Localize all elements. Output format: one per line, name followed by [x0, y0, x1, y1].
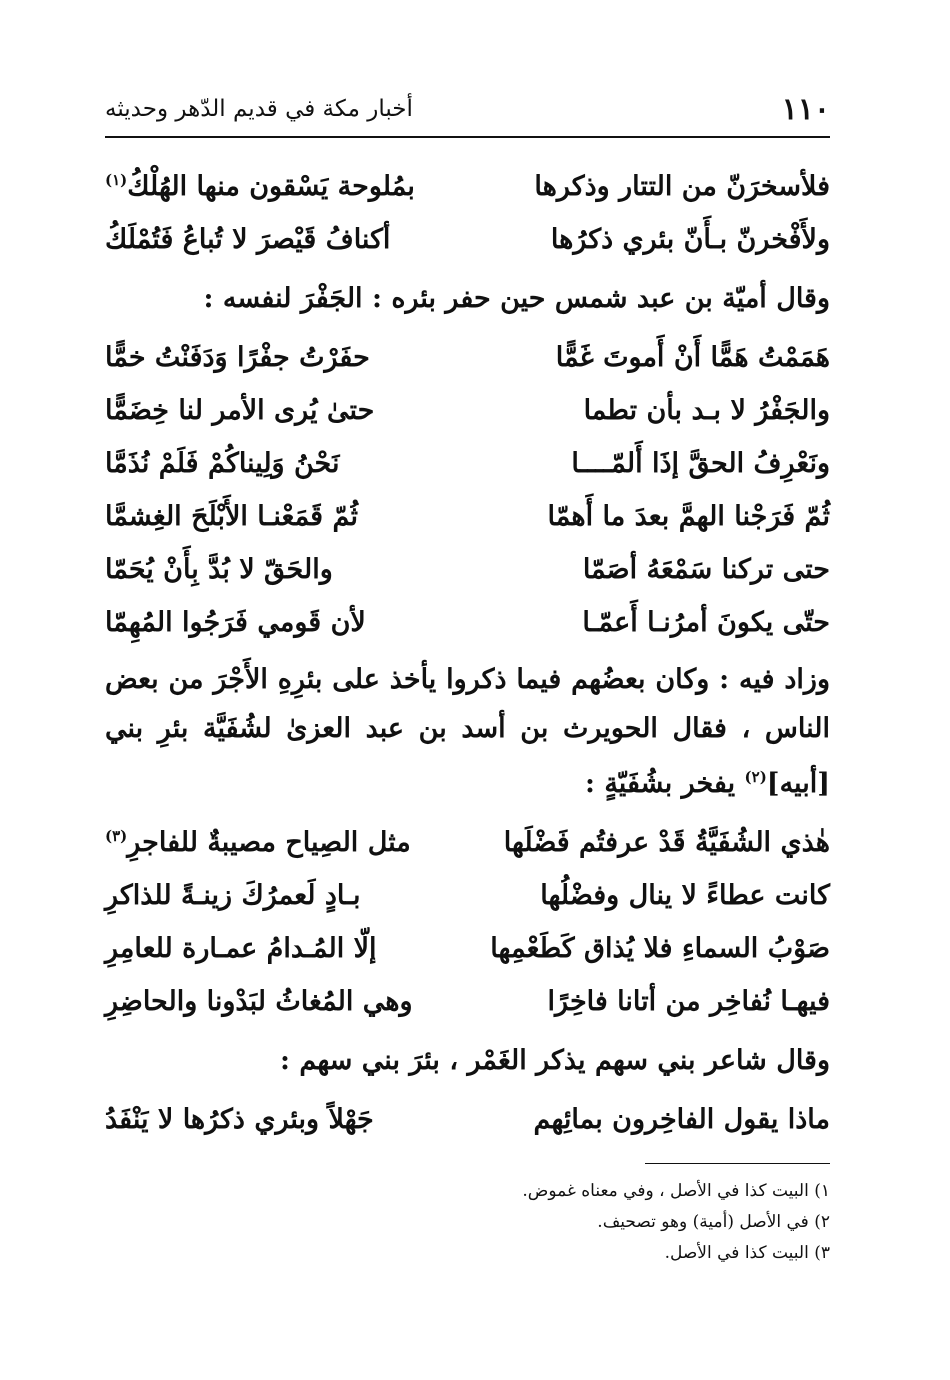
footnote: ٣) البيت كذا في الأصل.	[664, 1243, 830, 1263]
poem-block-2	[105, 331, 830, 649]
hemistich-right: والجَفْرُ لا بـد بأن تطما	[583, 395, 830, 426]
hemistich-left	[105, 827, 445, 858]
hemistich-right: فلأسخرَنّ من التتار وذكرها	[534, 171, 830, 202]
hemistich-right: ماذا يقول الفاخِرون بمائِهم	[533, 1104, 830, 1135]
prose-paragraph	[105, 655, 830, 808]
hemistich-left: وهي المُغاثُ لبَدْونا والحاضِرِ	[105, 986, 413, 1017]
hemistich-left: حفَرْتُ جفْرًا وَدَفَنْتُ خمًّا	[105, 342, 370, 373]
page-body	[105, 160, 830, 1146]
page-number: ١١٠	[781, 92, 830, 127]
poem-block-3	[105, 816, 830, 1028]
footnote-marker: (٢)	[744, 768, 767, 786]
verse-line	[105, 869, 830, 922]
verse-line	[105, 975, 830, 1028]
verse-line	[105, 213, 830, 266]
verse-line	[105, 490, 830, 543]
header-rule	[105, 136, 830, 138]
hemistich-right: حتّى يكونَ أمرُنـا أَعمّـا	[582, 607, 830, 638]
hemistich-left: والحَقّ لا بُدَّ بِأَنْ يُحَمّا	[105, 554, 333, 585]
hemistich-left: أكنافُ قَيْصرَ لا تُباعُ فَتُمْلَكُ	[105, 224, 391, 255]
verse-line	[105, 331, 830, 384]
hemistich-left: إلّا المُـدامُ عمـارة للعامِرِ	[105, 933, 377, 964]
hemistich-right: هٰذي الشُفَيَّةُ قَدْ عرفتُم فَضْلَها	[503, 827, 830, 858]
hemistich-right: كانت عطاءً لا ينال وفضْلُها	[540, 880, 830, 911]
verse-line	[105, 596, 830, 649]
verse-line	[105, 922, 830, 975]
hemistich-right: حتى تركنا سَمْعَهُ أصَمّا	[582, 554, 830, 585]
verse-line	[105, 1093, 830, 1146]
running-title: أخبار مكة في قديم الدّهر وحديثه	[105, 96, 413, 122]
verse-line	[105, 384, 830, 437]
verse-line	[105, 543, 830, 596]
hemistich-left: جَهْلاً وبئري ذكرُها لا يَنْفَدُ	[105, 1104, 374, 1135]
hemistich-left: نَحْنُ وَلِيناكُمْ فَلَمْ نُذَمَّا	[105, 448, 340, 479]
hemistich-text: بمُلوحة يَسْقون منها الهُلْكُ	[127, 171, 415, 202]
footnote: ١) البيت كذا في الأصل ، وفي معناه غموض.	[522, 1181, 830, 1201]
hemistich-right: ونَعْرِفُ الحقَّ إذَا أَلمّــــا	[571, 448, 830, 479]
page-header	[105, 92, 830, 132]
poem-block-1	[105, 160, 830, 266]
verse-line	[105, 160, 830, 213]
footnote-marker: (١)	[105, 171, 128, 189]
hemistich-right: صَوْبُ السماءِ فلا يُذاق كَطَعْمِها	[490, 933, 830, 964]
hemistich-left	[105, 171, 445, 202]
prose-paragraph: وقال شاعر بني سهم يذكر الغَمْر ، بئرَ بني سهم :	[280, 1045, 830, 1076]
hemistich-right: ثُمّ فَرَجْنا الهمَّ بعدَ ما أَهمّا	[547, 501, 830, 532]
hemistich-right: هَمَمْتُ هَمًّا أَنْ أَموتَ غَمًّا	[555, 342, 830, 373]
prose-text: وزاد فيه : وكان بعضُهم فيما ذكروا يأخذ على بئرِهِ الأَجْرَ من بعض الناس ، فقال الحويرث بن أسد بن عبد العزىٰ لشُفَيَّة بئرِ بني [أبيه]	[105, 664, 830, 799]
hemistich-left: ثُمّ قَمَعْنـا الأَبْلَحَ الغِشمَّا	[105, 501, 358, 532]
hemistich-left: حتىٰ يُرى الأمر لنا خِضَمًّا	[105, 395, 375, 426]
poem-block-4	[105, 1093, 830, 1146]
footnote-rule	[645, 1163, 830, 1164]
hemistich-right: ولأَفْخرنّ بـأَنّ بئري ذكرُها	[550, 224, 830, 255]
prose-text: يفخر بشُفَيّةٍ :	[584, 768, 745, 799]
hemistich-right: فيهـا نُفاخِر من أتانا فاخِرًا	[547, 986, 830, 1017]
hemistich-left: لأن قَومي فَرَجُوا المُهِمّا	[105, 607, 366, 638]
footnotes	[420, 1176, 830, 1269]
verse-line	[105, 437, 830, 490]
footnote-marker: (٣)	[105, 827, 128, 845]
hemistich-left: بـادٍ لَعمرُكَ زينـةً للذاكرِ	[105, 880, 361, 911]
verse-line	[105, 816, 830, 869]
footnote: ٢) في الأصل (أمية) وهو تصحيف.	[597, 1212, 830, 1232]
prose-paragraph: وقال أميّة بن عبد شمس حين حفر بئره : الجَفْرَ لنفسه :	[203, 283, 830, 314]
hemistich-text: مثل الصِياح مصيبةٌ للفاجرِ	[127, 827, 411, 858]
